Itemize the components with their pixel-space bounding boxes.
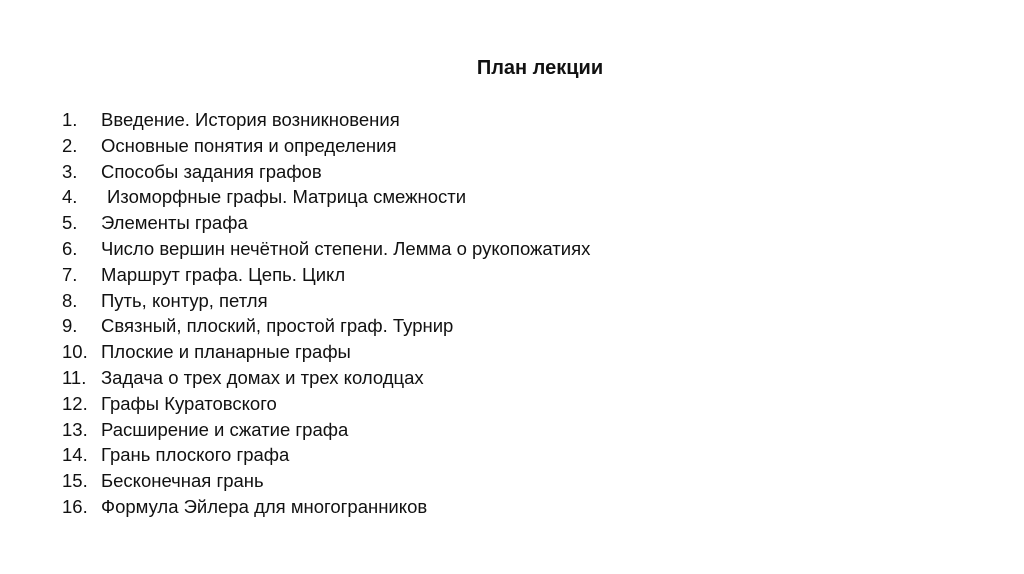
list-item-text: Путь, контур, петля — [101, 289, 268, 311]
list-item-text: Графы Куратовского — [101, 392, 277, 414]
list-item-text: Плоские и планарные графы — [101, 341, 351, 363]
list-item — [62, 159, 590, 185]
list-item-number: 2. — [62, 134, 78, 156]
list-item-text: Изоморфные графы. Матрица смежности — [107, 186, 467, 208]
list-item-number: 5. — [62, 212, 78, 234]
list-item — [62, 262, 590, 288]
list-item-number: 1. — [62, 109, 78, 130]
list-item — [62, 210, 590, 236]
list-item-text: Бесконечная грань — [101, 470, 264, 492]
list-item-number: 11. — [62, 366, 87, 388]
list-item — [62, 468, 590, 494]
list-item-number: 15. — [62, 470, 88, 492]
list-item-text: Грань плоского графа — [101, 444, 290, 466]
list-item-number: 3. — [62, 160, 78, 182]
list-item-text: Формула Эйлера для многогранников — [101, 495, 428, 517]
list-item-number: 6. — [62, 237, 78, 259]
list-item — [62, 494, 590, 520]
list-item-number: 16. — [62, 495, 88, 517]
lecture-plan-list — [62, 107, 590, 520]
list-item-text: Элементы графа — [101, 212, 248, 234]
list-item — [62, 339, 590, 365]
list-item-text: Задача о трех домах и трех колодцах — [101, 366, 424, 388]
list-item-text: Маршрут графа. Цепь. Цикл — [101, 263, 346, 285]
list-item-text: Расширение и сжатие графа — [101, 418, 349, 440]
list-item-text: Число вершин нечётной степени. Лемма о рукопожатиях — [101, 237, 591, 259]
list-item — [62, 288, 590, 314]
list-item-text: Основные понятия и определения — [101, 134, 397, 156]
list-item — [62, 236, 590, 262]
list-item-text: Связный, плоский, простой граф. Турнир — [101, 315, 454, 337]
list-item-number: 10. — [62, 341, 88, 363]
list-item-number: 13. — [62, 418, 88, 440]
list-item-number: 7. — [62, 263, 78, 285]
list-item-number: 9. — [62, 315, 78, 337]
list-item — [62, 107, 590, 133]
list-item — [62, 184, 590, 210]
list-item-text: Введение. История возникновения — [101, 109, 400, 130]
list-item — [62, 133, 590, 159]
list-item — [62, 391, 590, 417]
slide-title: План лекции — [476, 57, 604, 79]
list-item-text: Способы задания графов — [101, 160, 322, 182]
list-item-number: 14. — [62, 444, 88, 466]
list-item — [62, 313, 590, 339]
list-item — [62, 365, 590, 391]
list-item-number: 4. — [62, 186, 78, 208]
list-item-number: 8. — [62, 289, 78, 311]
list-item — [62, 417, 590, 443]
list-item — [62, 442, 590, 468]
list-item-number: 12. — [62, 392, 88, 414]
